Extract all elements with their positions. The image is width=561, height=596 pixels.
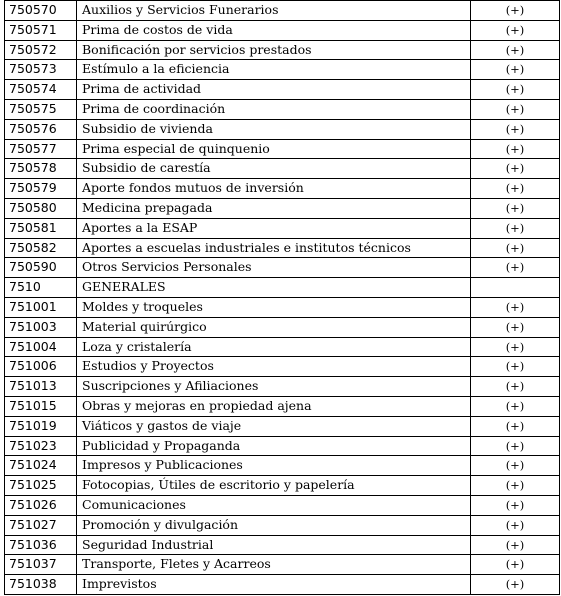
- account-code-cell: 751006: [5, 357, 77, 377]
- account-name-cell: Moldes y troqueles: [77, 297, 471, 317]
- table-row: [5, 20, 560, 40]
- table-row: [5, 436, 560, 456]
- account-code-cell: 750581: [5, 218, 77, 238]
- account-sign-cell: (+): [471, 139, 560, 159]
- table-row: [5, 416, 560, 436]
- account-sign-cell: (+): [471, 357, 560, 377]
- table-row: [5, 357, 560, 377]
- account-code-cell: 751003: [5, 317, 77, 337]
- account-name-cell: Impresos y Publicaciones: [77, 456, 471, 476]
- table-row: [5, 555, 560, 575]
- account-name-cell: Aportes a escuelas industriales e institutos técnicos: [77, 238, 471, 258]
- account-name-cell: Aportes a la ESAP: [77, 218, 471, 238]
- account-name-cell: Material quirúrgico: [77, 317, 471, 337]
- account-code-cell: 751015: [5, 396, 77, 416]
- account-sign-cell: (+): [471, 476, 560, 496]
- account-name-cell: Viáticos y gastos de viaje: [77, 416, 471, 436]
- account-sign-cell: (+): [471, 555, 560, 575]
- account-name-cell: Prima especial de quinquenio: [77, 139, 471, 159]
- table-row: [5, 258, 560, 278]
- account-name-cell: Otros Servicios Personales: [77, 258, 471, 278]
- account-sign-cell: (+): [471, 456, 560, 476]
- table-row: [5, 179, 560, 199]
- table-row: [5, 139, 560, 159]
- account-name-cell: Publicidad y Propaganda: [77, 436, 471, 456]
- account-sign-cell: (+): [471, 575, 560, 595]
- account-code-cell: 750578: [5, 159, 77, 179]
- account-sign-cell: (+): [471, 495, 560, 515]
- account-code-cell: 7510: [5, 278, 77, 298]
- table-row: [5, 476, 560, 496]
- account-sign-cell: (+): [471, 297, 560, 317]
- account-code-cell: 750570: [5, 1, 77, 21]
- account-sign-cell: (+): [471, 218, 560, 238]
- account-sign-cell: (+): [471, 396, 560, 416]
- account-sign-cell: (+): [471, 535, 560, 555]
- account-code-cell: 750575: [5, 99, 77, 119]
- account-name-cell: Comunicaciones: [77, 495, 471, 515]
- account-name-cell: Estudios y Proyectos: [77, 357, 471, 377]
- account-sign-cell: (+): [471, 80, 560, 100]
- account-sign-cell: (+): [471, 40, 560, 60]
- account-name-cell: Seguridad Industrial: [77, 535, 471, 555]
- account-name-cell: Prima de coordinación: [77, 99, 471, 119]
- account-name-cell: Auxilios y Servicios Funerarios: [77, 1, 471, 21]
- account-name-cell: GENERALES: [77, 278, 471, 298]
- table-row: [5, 80, 560, 100]
- account-code-cell: 751019: [5, 416, 77, 436]
- table-row: [5, 396, 560, 416]
- table-row: [5, 1, 560, 21]
- table-row: [5, 317, 560, 337]
- table-row: [5, 218, 560, 238]
- account-code-cell: 750579: [5, 179, 77, 199]
- account-sign-cell: (+): [471, 515, 560, 535]
- table-row: [5, 238, 560, 258]
- table-row: [5, 575, 560, 595]
- account-code-cell: 750576: [5, 119, 77, 139]
- table-row: [5, 159, 560, 179]
- account-sign-cell: (+): [471, 179, 560, 199]
- account-code-cell: 750574: [5, 80, 77, 100]
- account-code-cell: 750580: [5, 198, 77, 218]
- table-row: [5, 119, 560, 139]
- account-sign-cell: (+): [471, 119, 560, 139]
- table-row: [5, 495, 560, 515]
- account-name-cell: Aporte fondos mutuos de inversión: [77, 179, 471, 199]
- account-name-cell: Loza y cristalería: [77, 337, 471, 357]
- account-name-cell: Subsidio de vivienda: [77, 119, 471, 139]
- account-name-cell: Transporte, Fletes y Acarreos: [77, 555, 471, 575]
- account-sign-cell: (+): [471, 198, 560, 218]
- table-row: [5, 99, 560, 119]
- account-sign-cell: (+): [471, 159, 560, 179]
- account-sign-cell: (+): [471, 1, 560, 21]
- account-sign-cell: (+): [471, 60, 560, 80]
- accounts-table: [4, 0, 560, 595]
- account-code-cell: 751024: [5, 456, 77, 476]
- account-name-cell: Prima de costos de vida: [77, 20, 471, 40]
- account-code-cell: 750582: [5, 238, 77, 258]
- account-code-cell: 751027: [5, 515, 77, 535]
- account-name-cell: Fotocopias, Útiles de escritorio y papelería: [77, 476, 471, 496]
- account-name-cell: Obras y mejoras en propiedad ajena: [77, 396, 471, 416]
- table-row: [5, 278, 560, 298]
- table-row: [5, 337, 560, 357]
- accounts-table-body: [5, 1, 560, 595]
- account-name-cell: Bonificación por servicios prestados: [77, 40, 471, 60]
- account-sign-cell: (+): [471, 436, 560, 456]
- table-row: [5, 456, 560, 476]
- account-sign-cell: [471, 278, 560, 298]
- account-sign-cell: (+): [471, 238, 560, 258]
- account-name-cell: Promoción y divulgación: [77, 515, 471, 535]
- account-name-cell: Suscripciones y Afiliaciones: [77, 377, 471, 397]
- table-row: [5, 198, 560, 218]
- account-sign-cell: (+): [471, 317, 560, 337]
- account-code-cell: 751001: [5, 297, 77, 317]
- account-sign-cell: (+): [471, 377, 560, 397]
- table-row: [5, 377, 560, 397]
- account-code-cell: 750577: [5, 139, 77, 159]
- account-code-cell: 750571: [5, 20, 77, 40]
- account-code-cell: 751036: [5, 535, 77, 555]
- table-row: [5, 535, 560, 555]
- account-code-cell: 750590: [5, 258, 77, 278]
- account-name-cell: Imprevistos: [77, 575, 471, 595]
- account-code-cell: 751025: [5, 476, 77, 496]
- account-code-cell: 751004: [5, 337, 77, 357]
- account-code-cell: 750573: [5, 60, 77, 80]
- account-code-cell: 751037: [5, 555, 77, 575]
- account-sign-cell: (+): [471, 337, 560, 357]
- account-name-cell: Medicina prepagada: [77, 198, 471, 218]
- table-row: [5, 297, 560, 317]
- account-code-cell: 751023: [5, 436, 77, 456]
- table-row: [5, 515, 560, 535]
- account-name-cell: Prima de actividad: [77, 80, 471, 100]
- account-sign-cell: (+): [471, 20, 560, 40]
- account-code-cell: 750572: [5, 40, 77, 60]
- account-code-cell: 751038: [5, 575, 77, 595]
- account-sign-cell: (+): [471, 416, 560, 436]
- account-name-cell: Estímulo a la eficiencia: [77, 60, 471, 80]
- account-code-cell: 751013: [5, 377, 77, 397]
- account-sign-cell: (+): [471, 258, 560, 278]
- table-row: [5, 40, 560, 60]
- account-sign-cell: (+): [471, 99, 560, 119]
- table-row: [5, 60, 560, 80]
- account-name-cell: Subsidio de carestía: [77, 159, 471, 179]
- account-code-cell: 751026: [5, 495, 77, 515]
